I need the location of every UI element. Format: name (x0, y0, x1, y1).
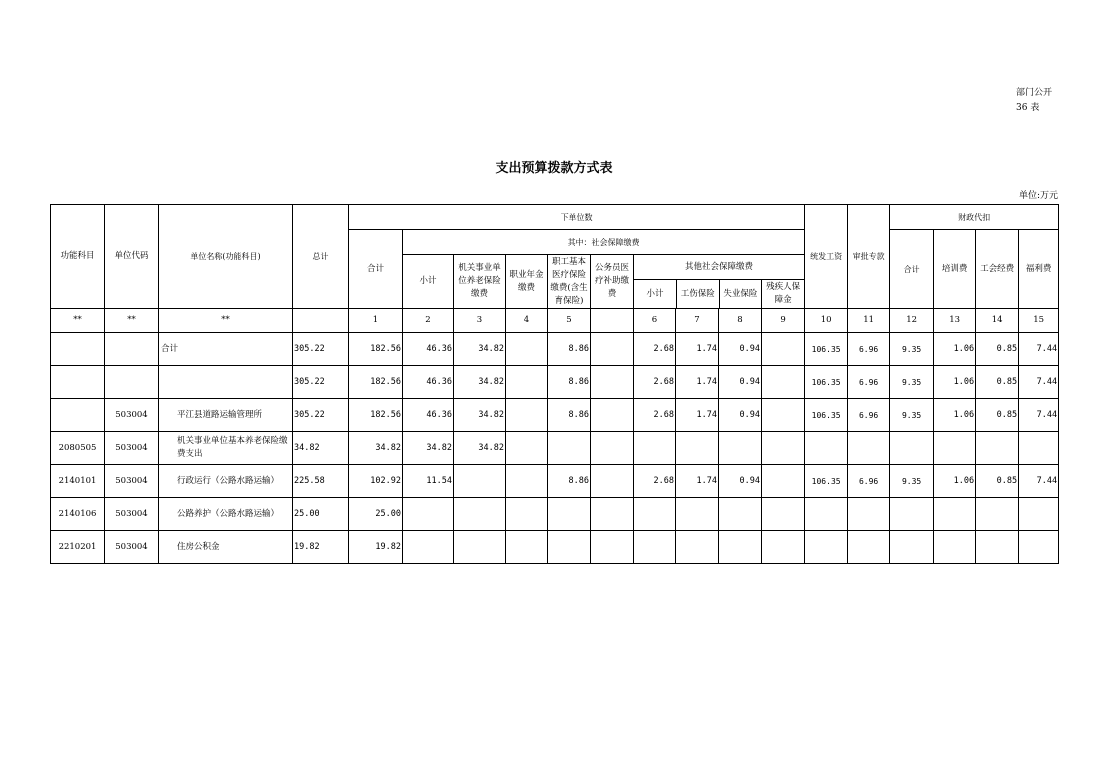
value-cell (1019, 531, 1059, 564)
value-cell (454, 498, 506, 531)
column-number: 2 (403, 309, 454, 333)
func-subject-cell (51, 366, 105, 399)
value-cell (805, 531, 848, 564)
value-cell: 34.82 (403, 432, 454, 465)
corner-label (1016, 86, 1052, 116)
value-cell: 106.35 (805, 366, 848, 399)
value-cell: 0.94 (719, 366, 762, 399)
value-cell: 34.82 (454, 399, 506, 432)
value-cell (403, 531, 454, 564)
unit-code-cell (105, 366, 159, 399)
value-cell (762, 498, 805, 531)
value-cell: 34.82 (454, 432, 506, 465)
stars-cell: ** (105, 309, 159, 333)
table-row (51, 399, 1059, 432)
column-number: 12 (890, 309, 934, 333)
column-number: 10 (805, 309, 848, 333)
unit-code-cell: 503004 (105, 432, 159, 465)
header-medical: 职工基本医疗保险缴费(含生育保险) (548, 255, 591, 309)
value-cell: 6.96 (848, 366, 890, 399)
corner-label-line-2: 36 表 (1016, 103, 1040, 113)
unit-name-cell: 住房公积金 (159, 531, 293, 564)
value-cell: 0.85 (976, 333, 1019, 366)
other-social-subtable (634, 255, 804, 308)
value-cell (848, 498, 890, 531)
value-cell: 2.68 (634, 333, 676, 366)
header-disabled: 残疾人保障金 (766, 282, 801, 305)
column-number: 1 (349, 309, 403, 333)
value-cell: 8.86 (548, 366, 591, 399)
value-cell (762, 432, 805, 465)
value-cell (762, 399, 805, 432)
unit-code-cell: 503004 (105, 465, 159, 498)
func-subject-cell: 2140106 (51, 498, 105, 531)
unit-code-cell: 503004 (105, 498, 159, 531)
value-cell: 106.35 (805, 399, 848, 432)
header-welfare: 福利费 (1019, 230, 1059, 309)
total-cell: 305.22 (293, 366, 349, 399)
corner-label-line-1: 部门公开 (1016, 88, 1053, 98)
value-cell (454, 465, 506, 498)
header-other-social: 其他社会保障缴费 (634, 255, 804, 280)
value-cell (719, 498, 762, 531)
header-unit-name: 单位名称(功能科目) (159, 205, 293, 309)
column-number: 5 (548, 309, 591, 333)
value-cell (762, 531, 805, 564)
value-cell: 8.86 (548, 399, 591, 432)
value-cell (890, 531, 934, 564)
table-row (51, 366, 1059, 399)
page-title: 支出预算拨款方式表 (495, 161, 613, 176)
value-cell (506, 432, 548, 465)
value-cell: 1.06 (934, 366, 976, 399)
column-number: 15 (1019, 309, 1059, 333)
unit-code-cell: 503004 (105, 399, 159, 432)
value-cell: 9.35 (890, 366, 934, 399)
value-cell: 0.85 (976, 399, 1019, 432)
value-cell (676, 531, 719, 564)
func-subject-cell (51, 333, 105, 366)
value-cell (506, 366, 548, 399)
header-func-subject: 功能科目 (51, 205, 105, 309)
value-cell (591, 531, 634, 564)
unit-name-cell: 合计 (159, 333, 293, 366)
value-cell (591, 333, 634, 366)
value-cell (934, 498, 976, 531)
total-cell: 19.82 (293, 531, 349, 564)
value-cell: 8.86 (548, 465, 591, 498)
value-cell: 25.00 (349, 498, 403, 531)
value-cell (1019, 432, 1059, 465)
value-cell (719, 531, 762, 564)
value-cell (548, 432, 591, 465)
header-of-which-social: 其中：社会保障缴费 (403, 230, 805, 255)
value-cell (719, 432, 762, 465)
stars-cell: ** (159, 309, 293, 333)
value-cell: 34.82 (454, 366, 506, 399)
value-cell (805, 498, 848, 531)
value-cell: 1.74 (676, 366, 719, 399)
unit-name-cell (159, 366, 293, 399)
value-cell: 6.96 (848, 465, 890, 498)
value-cell (591, 498, 634, 531)
value-cell: 102.92 (349, 465, 403, 498)
value-cell (976, 432, 1019, 465)
header-lower-units: 下单位数 (349, 205, 805, 230)
value-cell: 11.54 (403, 465, 454, 498)
column-number-empty (293, 309, 349, 333)
total-cell: 305.22 (293, 333, 349, 366)
value-cell (591, 465, 634, 498)
value-cell (890, 498, 934, 531)
value-cell (848, 531, 890, 564)
column-number-empty (591, 309, 634, 333)
func-subject-cell: 2080505 (51, 432, 105, 465)
value-cell: 9.35 (890, 465, 934, 498)
value-cell: 1.74 (676, 333, 719, 366)
value-cell (848, 432, 890, 465)
value-cell: 7.44 (1019, 366, 1059, 399)
header-fiscal-sum: 合计 (890, 230, 934, 309)
value-cell (805, 432, 848, 465)
value-cell: 46.36 (403, 399, 454, 432)
column-number: 11 (848, 309, 890, 333)
value-cell: 0.94 (719, 399, 762, 432)
total-cell: 305.22 (293, 399, 349, 432)
value-cell (403, 498, 454, 531)
value-cell: 8.86 (548, 333, 591, 366)
value-cell: 106.35 (805, 465, 848, 498)
value-cell (1019, 498, 1059, 531)
value-cell: 0.85 (976, 465, 1019, 498)
value-cell (506, 498, 548, 531)
value-cell (591, 432, 634, 465)
unit-label: 单位:万元 (1018, 191, 1058, 201)
column-number: 13 (934, 309, 976, 333)
value-cell (634, 498, 676, 531)
table-row (51, 531, 1059, 564)
value-cell (762, 366, 805, 399)
value-cell: 9.35 (890, 333, 934, 366)
header-injury: 工伤保险 (677, 280, 720, 309)
unit-name-cell: 公路养护（公路水路运输） (159, 498, 293, 531)
value-cell (548, 531, 591, 564)
header-annuity: 职业年金缴费 (506, 255, 548, 309)
header-approved-special: 审批专款 (848, 205, 890, 309)
value-cell (676, 432, 719, 465)
column-number: 14 (976, 309, 1019, 333)
func-subject-cell: 2140101 (51, 465, 105, 498)
value-cell: 19.82 (349, 531, 403, 564)
value-cell (762, 333, 805, 366)
value-cell: 182.56 (349, 333, 403, 366)
header-training: 培训费 (934, 230, 976, 309)
value-cell (454, 531, 506, 564)
column-number: 7 (676, 309, 719, 333)
value-cell (634, 531, 676, 564)
value-cell: 1.06 (934, 465, 976, 498)
table-row (51, 498, 1059, 531)
unit-code-cell: 503004 (105, 531, 159, 564)
value-cell (762, 465, 805, 498)
value-cell (591, 366, 634, 399)
value-cell: 6.96 (848, 399, 890, 432)
header-other-social-group (634, 255, 805, 309)
header-unemployment: 失业保险 (719, 280, 762, 309)
value-cell (506, 399, 548, 432)
value-cell: 0.85 (976, 366, 1019, 399)
value-cell: 2.68 (634, 465, 676, 498)
header-total: 总计 (293, 205, 349, 309)
column-number: 8 (719, 309, 762, 333)
value-cell (934, 432, 976, 465)
value-cell (506, 531, 548, 564)
value-cell (976, 498, 1019, 531)
header-union: 工会经费 (976, 230, 1019, 309)
value-cell (976, 531, 1019, 564)
value-cell: 9.35 (890, 399, 934, 432)
header-subtotal: 小计 (403, 255, 454, 309)
column-number-row (51, 309, 1059, 333)
header-civil-medical: 公务员医疗补助缴费 (591, 255, 634, 309)
value-cell: 46.36 (403, 333, 454, 366)
value-cell (890, 432, 934, 465)
total-cell: 34.82 (293, 432, 349, 465)
value-cell (676, 498, 719, 531)
value-cell: 1.74 (676, 399, 719, 432)
value-cell: 2.68 (634, 366, 676, 399)
header-unit-code: 单位代码 (105, 205, 159, 309)
header-pension: 机关事业单位养老保险缴费 (454, 255, 506, 309)
value-cell (634, 432, 676, 465)
func-subject-cell: 2210201 (51, 531, 105, 564)
unit-name-cell: 平江县道路运输管理所 (159, 399, 293, 432)
stars-cell: ** (51, 309, 105, 333)
value-cell: 34.82 (349, 432, 403, 465)
value-cell: 7.44 (1019, 333, 1059, 366)
header-fiscal-deduction: 财政代扣 (890, 205, 1059, 230)
header-other-subtotal: 小计 (634, 280, 677, 309)
unit-name-cell: 机关事业单位基本养老保险缴费支出 (159, 432, 293, 465)
value-cell: 34.82 (454, 333, 506, 366)
column-number: 3 (454, 309, 506, 333)
value-cell: 7.44 (1019, 399, 1059, 432)
budget-table (50, 204, 1059, 564)
table-row (51, 465, 1059, 498)
value-cell (591, 399, 634, 432)
unit-code-cell (105, 333, 159, 366)
value-cell: 46.36 (403, 366, 454, 399)
value-cell: 1.06 (934, 399, 976, 432)
value-cell: 1.74 (676, 465, 719, 498)
value-cell: 1.06 (934, 333, 976, 366)
value-cell: 106.35 (805, 333, 848, 366)
value-cell: 7.44 (1019, 465, 1059, 498)
total-cell: 25.00 (293, 498, 349, 531)
value-cell (548, 498, 591, 531)
value-cell (934, 531, 976, 564)
value-cell: 182.56 (349, 399, 403, 432)
value-cell: 182.56 (349, 366, 403, 399)
column-number: 4 (506, 309, 548, 333)
header-sum: 合计 (349, 230, 403, 309)
header-unified-salary: 统发工资 (805, 205, 848, 309)
table-row (51, 333, 1059, 366)
func-subject-cell (51, 399, 105, 432)
value-cell: 0.94 (719, 465, 762, 498)
total-cell: 225.58 (293, 465, 349, 498)
value-cell (506, 333, 548, 366)
table-row (51, 432, 1059, 465)
value-cell: 0.94 (719, 333, 762, 366)
value-cell (506, 465, 548, 498)
value-cell: 6.96 (848, 333, 890, 366)
unit-name-cell: 行政运行（公路水路运输） (159, 465, 293, 498)
column-number: 6 (634, 309, 676, 333)
value-cell: 2.68 (634, 399, 676, 432)
column-number: 9 (762, 309, 805, 333)
